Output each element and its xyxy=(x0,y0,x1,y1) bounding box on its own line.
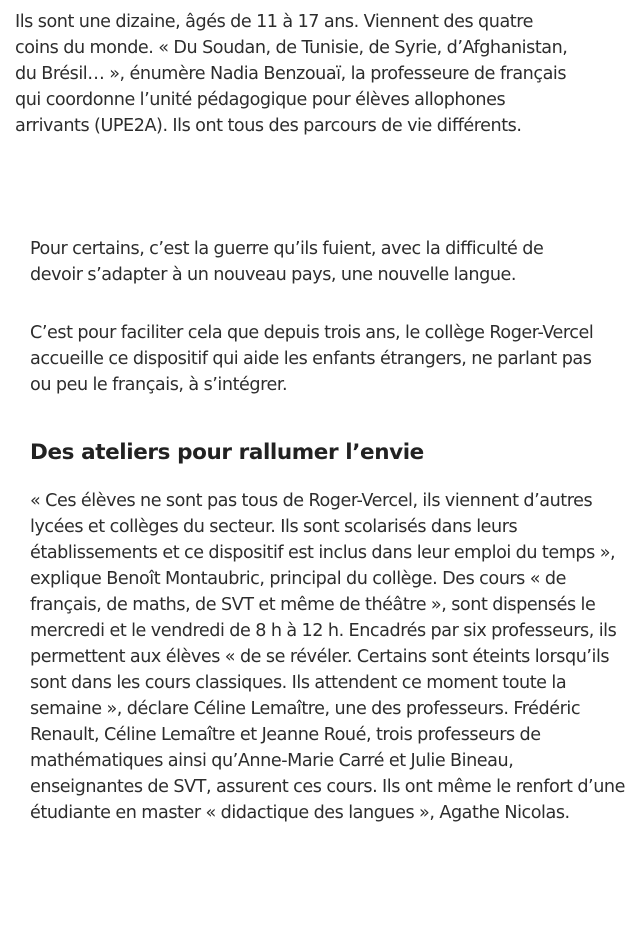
article-subheading: Des ateliers pour rallumer l’envie xyxy=(30,440,424,465)
article-intro-paragraph: Ils sont une dizaine, âgés de 11 à 17 ans. Viennent des quatre coins du monde. « Du Soudan, de Tunisie, de Syrie, d’Afghanistan, du Brésil… », énumère Nadia Benzouaï, la professeure de français qui coordonne l’unité pédagogique pour élèves allophones arrivants (UPE2A). Ils ont tous des parcours de vie différents. xyxy=(15,12,568,136)
article-paragraph-workshops: « Ces élèves ne sont pas tous de Roger-Vercel, ils viennent d’autres lycées et collèges du secteur. Ils sont scolarisés dans leurs établissements et ce dispositif est inclus dans leur emploi du temps », explique Benoît Montaubric, principal du collège. Des cours « de français, de maths, de SVT et même de théâtre », sont dispensés le mercredi et le vendredi de 8 h à 12 h. Encadrés par six professeurs, ils permettent aux élèves « de se révéler. Certains sont éteints lorsqu’ils sont dans les cours classiques. Ils attendent ce moment toute la semaine », déclare Céline Lemaître, une des professeurs. Frédéric Renault, Céline Lemaître et Jeanne Roué, trois professeurs de mathématiques ainsi qu’Anne-Marie Carré et Julie Bineau, enseignantes de SVT, assurent ces cours. Ils ont même le renfort d’une étudiante en master « didactique des langues », Agathe Nicolas. xyxy=(30,491,625,823)
article-paragraph-college: C’est pour faciliter cela que depuis trois ans, le collège Roger-Vercel accueille ce dispositif qui aide les enfants étrangers, ne parlant pas ou peu le français, à s’intégrer. xyxy=(30,323,594,395)
article-paragraph-war: Pour certains, c’est la guerre qu’ils fuient, avec la difficulté de devoir s’adapter à un nouveau pays, une nouvelle langue. xyxy=(30,239,544,285)
